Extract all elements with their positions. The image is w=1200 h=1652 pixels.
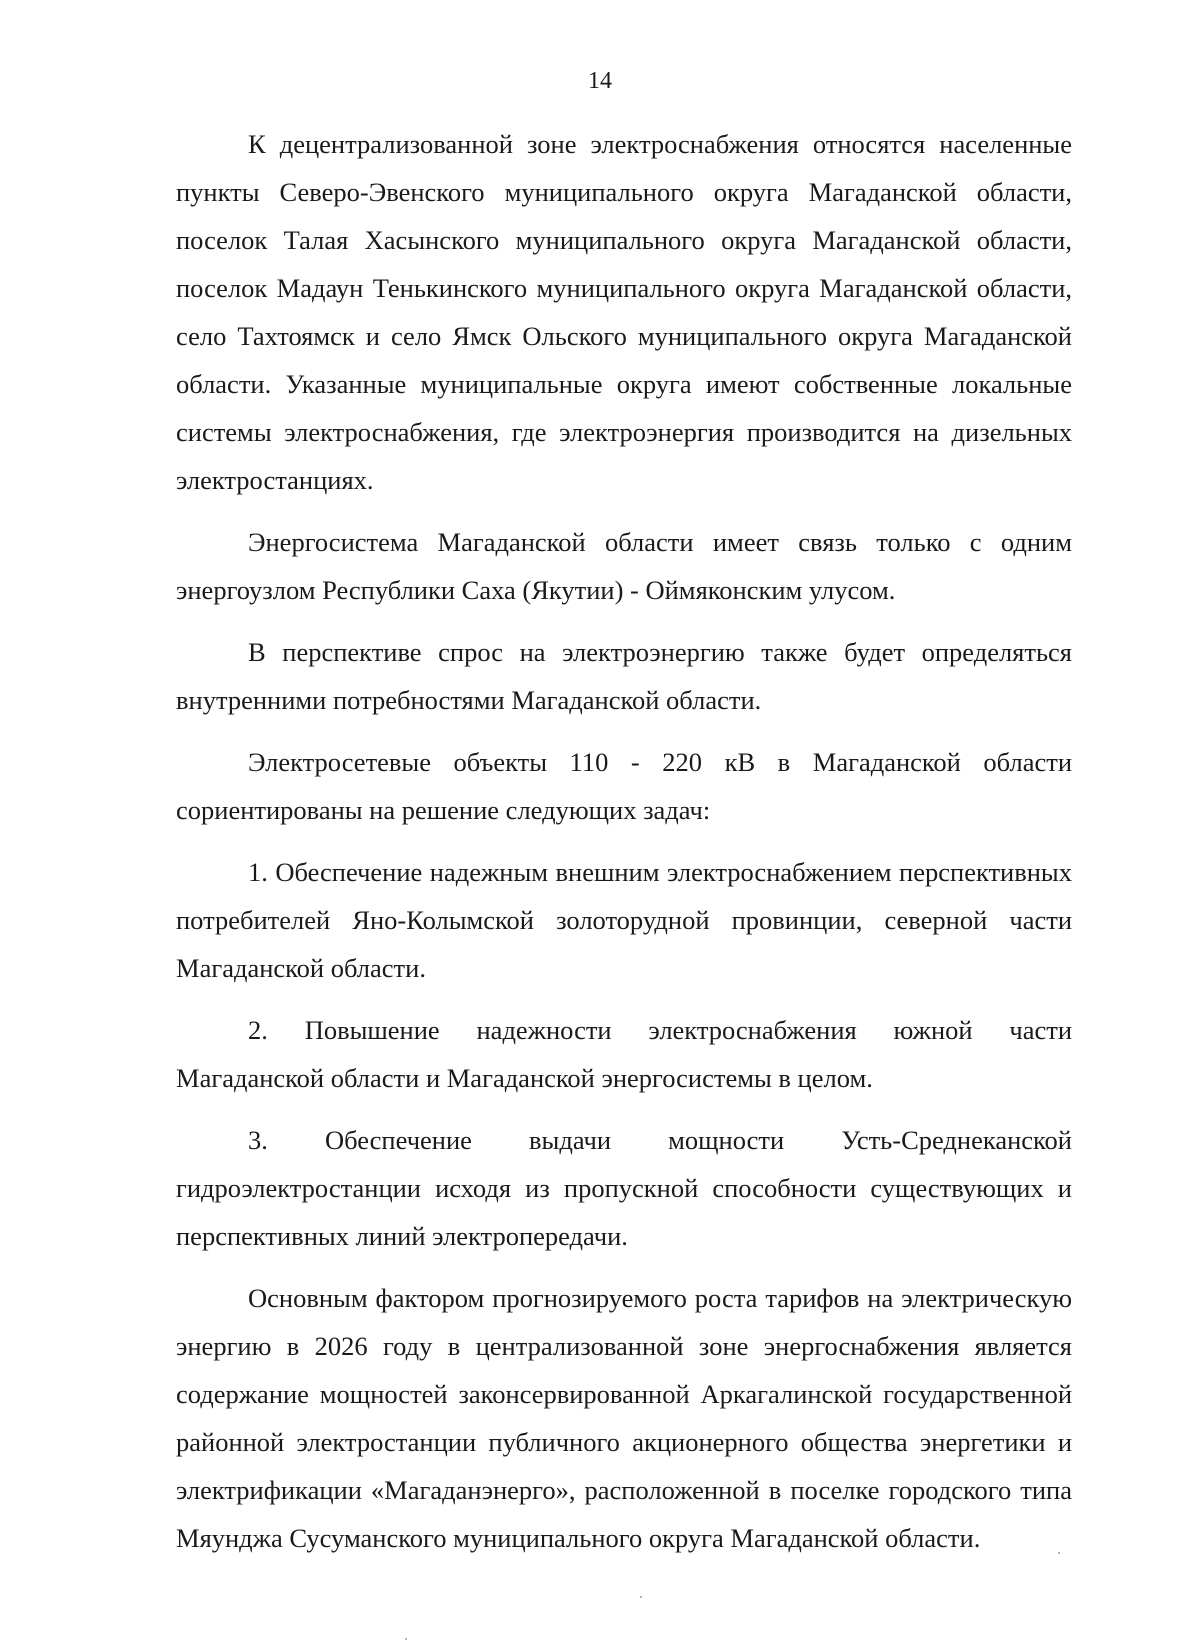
scan-speck bbox=[1058, 1552, 1060, 1554]
paragraph-decentralized-zone: К децентрализованной зоне электроснабжения относятся населенные пункты Северо-Эвенского муниципального округа Магаданской области, поселок Талая Хасынского муниципального округа Магаданской области, поселок Мадаун Тенькинского муниципального округа Магаданской области, село Тахтоямск и село Ямск Ольского муниципального округа Магаданской области. Указанные муниципальные округа имеют собственные локальные системы электроснабжения, где электроэнергия производится на дизельных электростанциях. bbox=[176, 129, 1072, 495]
document-body bbox=[176, 120, 1072, 1562]
paragraph-demand-outlook: В перспективе спрос на электроэнергию также будет определяться внутренними потребностями Магаданской области. bbox=[176, 637, 1072, 715]
scan-speck bbox=[405, 1638, 407, 1640]
page-number: 14 bbox=[588, 68, 612, 94]
list-item-task-3: 3. Обеспечение выдачи мощности Усть-Среднеканской гидроэлектростанции исходя из пропускной способности существующих и перспективных линий электропередачи. bbox=[176, 1125, 1072, 1251]
paragraph-energy-system-link: Энергосистема Магаданской области имеет связь только с одним энергоузлом Республики Саха (Якутии) - Оймяконским улусом. bbox=[176, 527, 1072, 605]
paragraph-tariff-factor: Основным фактором прогнозируемого роста тарифов на электрическую энергию в 2026 году в централизованной зоне энергоснабжения является содержание мощностей законсервированной Аркагалинской государственной районной электростанции публичного акционерного общества энергетики и электрификации «Магаданэнерго», расположенной в поселке городского типа Мяунджа Сусуманского муниципального округа Магаданской области. bbox=[176, 1283, 1072, 1553]
scan-speck bbox=[640, 1596, 642, 1598]
list-item-task-2: 2. Повышение надежности электроснабжения южной части Магаданской области и Магаданской энергосистемы в целом. bbox=[176, 1015, 1072, 1093]
list-item-task-1: 1. Обеспечение надежным внешним электроснабжением перспективных потребителей Яно-Колымской золоторудной провинции, северной части Магаданской области. bbox=[176, 857, 1072, 983]
paragraph-grid-objectives-intro: Электросетевые объекты 110 - 220 кВ в Магаданской области сориентированы на решение следующих задач: bbox=[176, 747, 1072, 825]
